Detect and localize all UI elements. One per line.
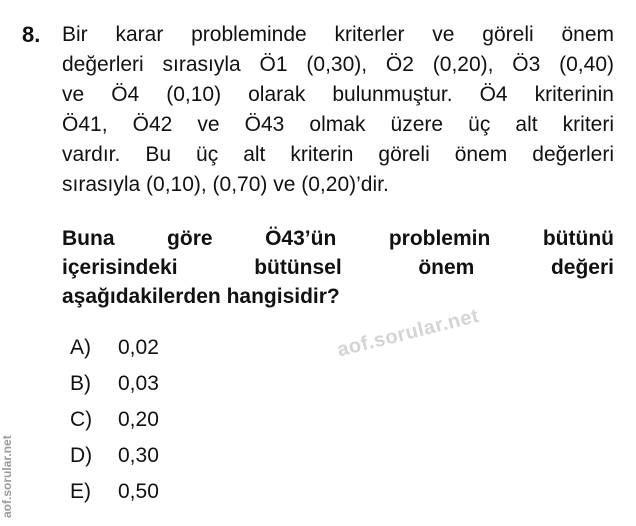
stem-line: ve Ö4 (0,10) olarak bulunmuştur. Ö4 kriterinin [62,83,614,106]
stem-line: vardır. Bu üç alt kriterin göreli önem değerleri [62,143,614,166]
prompt-line: Buna göre Ö43’ün problemin bütünü [62,227,614,250]
stem-line: Bir karar probleminde kriterler ve göreli önem [62,23,614,46]
option-letter: C) [70,408,93,431]
watermark-side: aof.sorular.net [0,435,14,518]
prompt-line: aşağıdakilerden hangisidir? [62,285,340,308]
option-c[interactable] [70,402,159,438]
option-value: 0,20 [118,408,159,431]
option-letter: A) [70,336,91,359]
watermark-center: aof.sorular.net [335,304,482,362]
option-letter: E) [70,480,91,503]
option-value: 0,50 [118,480,159,503]
option-a[interactable] [70,330,159,366]
option-value: 0,30 [118,444,159,467]
question-number: 8. [22,22,41,47]
answer-options [70,330,159,510]
stem-line: Ö41, Ö42 ve Ö43 olmak üzere üç alt kriteri [62,113,614,136]
prompt-line: içerisindeki bütünsel önem değeri [62,256,614,279]
option-letter: D) [70,444,93,467]
option-value: 0,03 [118,372,159,395]
question-stem [62,20,614,200]
option-value: 0,02 [118,336,159,359]
option-e[interactable] [70,474,159,510]
option-d[interactable] [70,438,159,474]
stem-line: değerleri sırasıyla Ö1 (0,30), Ö2 (0,20), Ö3 (0,40) [62,53,614,76]
option-letter: B) [70,372,91,395]
option-b[interactable] [70,366,159,402]
stem-line: sırasıyla (0,10), (0,70) ve (0,20)’dir. [62,173,389,196]
question-prompt [62,224,614,311]
